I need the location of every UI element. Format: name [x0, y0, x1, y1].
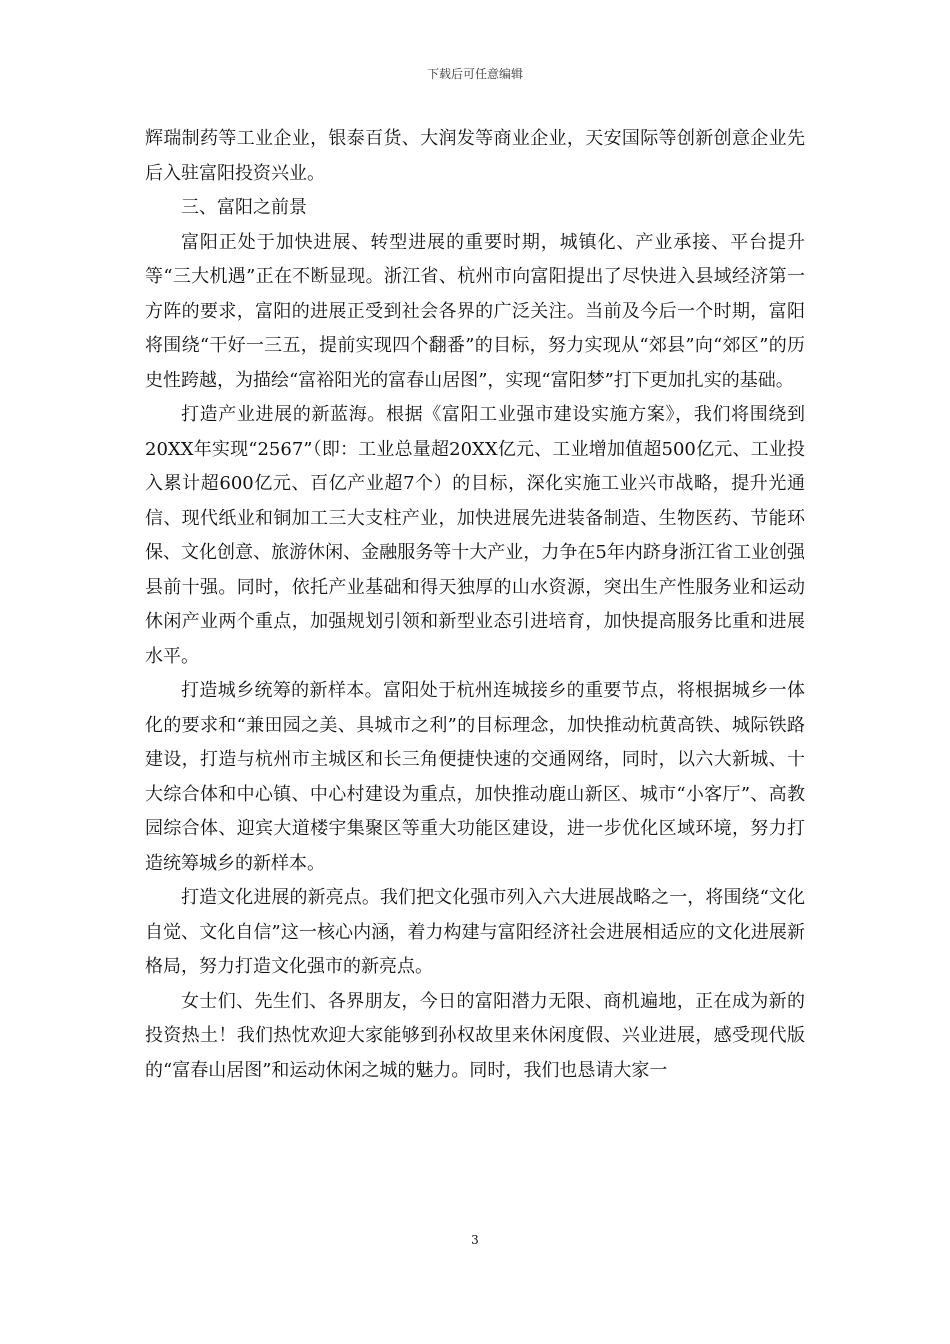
paragraph-5: 打造城乡统筹的新样本。富阳处于杭州连城接乡的重要节点，将根据城乡一体化的要求和“兼田园之美、具城市之利”的目标理念，加快推动杭黄高铁、城际铁路建设，打造与杭州市主城区和长三角便捷快速的交通网络，同时，以六大新城、十大综合体和中心镇、中心村建设为重点，加快推动鹿山新区、城市“小客厅”、高教园综合体、迎宾大道楼宇集聚区等重大功能区建设，进一步优化区域环境，努力打造统筹城乡的新样本。: [145, 680, 805, 874]
section-heading: 三、富阳之前景: [181, 197, 307, 218]
paragraph-4: 打造产业进展的新蓝海。根据《富阳工业强市建设实施方案》，我们将围绕到20XX年实现“2567”（即：工业总量超20XX亿元、工业增加值超500亿元、工业投入累计超600亿元、百亿产业超7个）的目标，深化实施工业兴市战略，提升光通信、现代纸业和铜加工三大支柱产业，加快进展先进装备制造、生物医药、节能环保、文化创意、旅游休闲、金融服务等十大产业，力争在5年内跻身浙江省工业创强县前十强。同时，依托产业基础和得天独厚的山水资源，突出生产性服务业和运动休闲产业两个重点，加强规划引领和新型业态引进培育，加快提高服务比重和进展水平。: [145, 404, 805, 667]
paragraph-6: 打造文化进展的新亮点。我们把文化强市列入六大进展战略之一，将围绕“文化自觉、文化自信”这一核心内涵，着力构建与富阳经济社会进展相适应的文化进展新格局，努力打造文化强市的新亮点。: [145, 887, 805, 977]
paragraph-3: 富阳正处于加快进展、转型进展的重要时期，城镇化、产业承接、平台提升等“三大机遇”正在不断显现。浙江省、杭州市向富阳提出了尽快进入县域经济第一方阵的要求，富阳的进展正受到社会各界的广泛关注。当前及今后一个时期，富阳将围绕“干好一三五，提前实现四个翻番”的目标，努力实现从“郊县”向“郊区”的历史性跨越，为描绘“富裕阳光的富春山居图”，实现“富阳梦”打下更加扎实的基础。: [145, 231, 805, 391]
document-body: [145, 122, 805, 1088]
paragraph-1: 辉瑞制药等工业企业，银泰百货、大润发等商业企业，天安国际等创新创意企业先后入驻富阳投资兴业。: [145, 128, 805, 184]
page-number: 3: [471, 1233, 479, 1247]
paragraph-7: 女士们、先生们、各界朋友，今日的富阳潜力无限、商机遍地，正在成为新的投资热土！我们热忱欢迎大家能够到孙权故里来休闲度假、兴业进展，感受现代版的“富春山居图”和运动休闲之城的魅力。同时，我们也恳请大家一: [145, 990, 805, 1081]
page-header: 下载后可任意编辑: [426, 67, 523, 81]
